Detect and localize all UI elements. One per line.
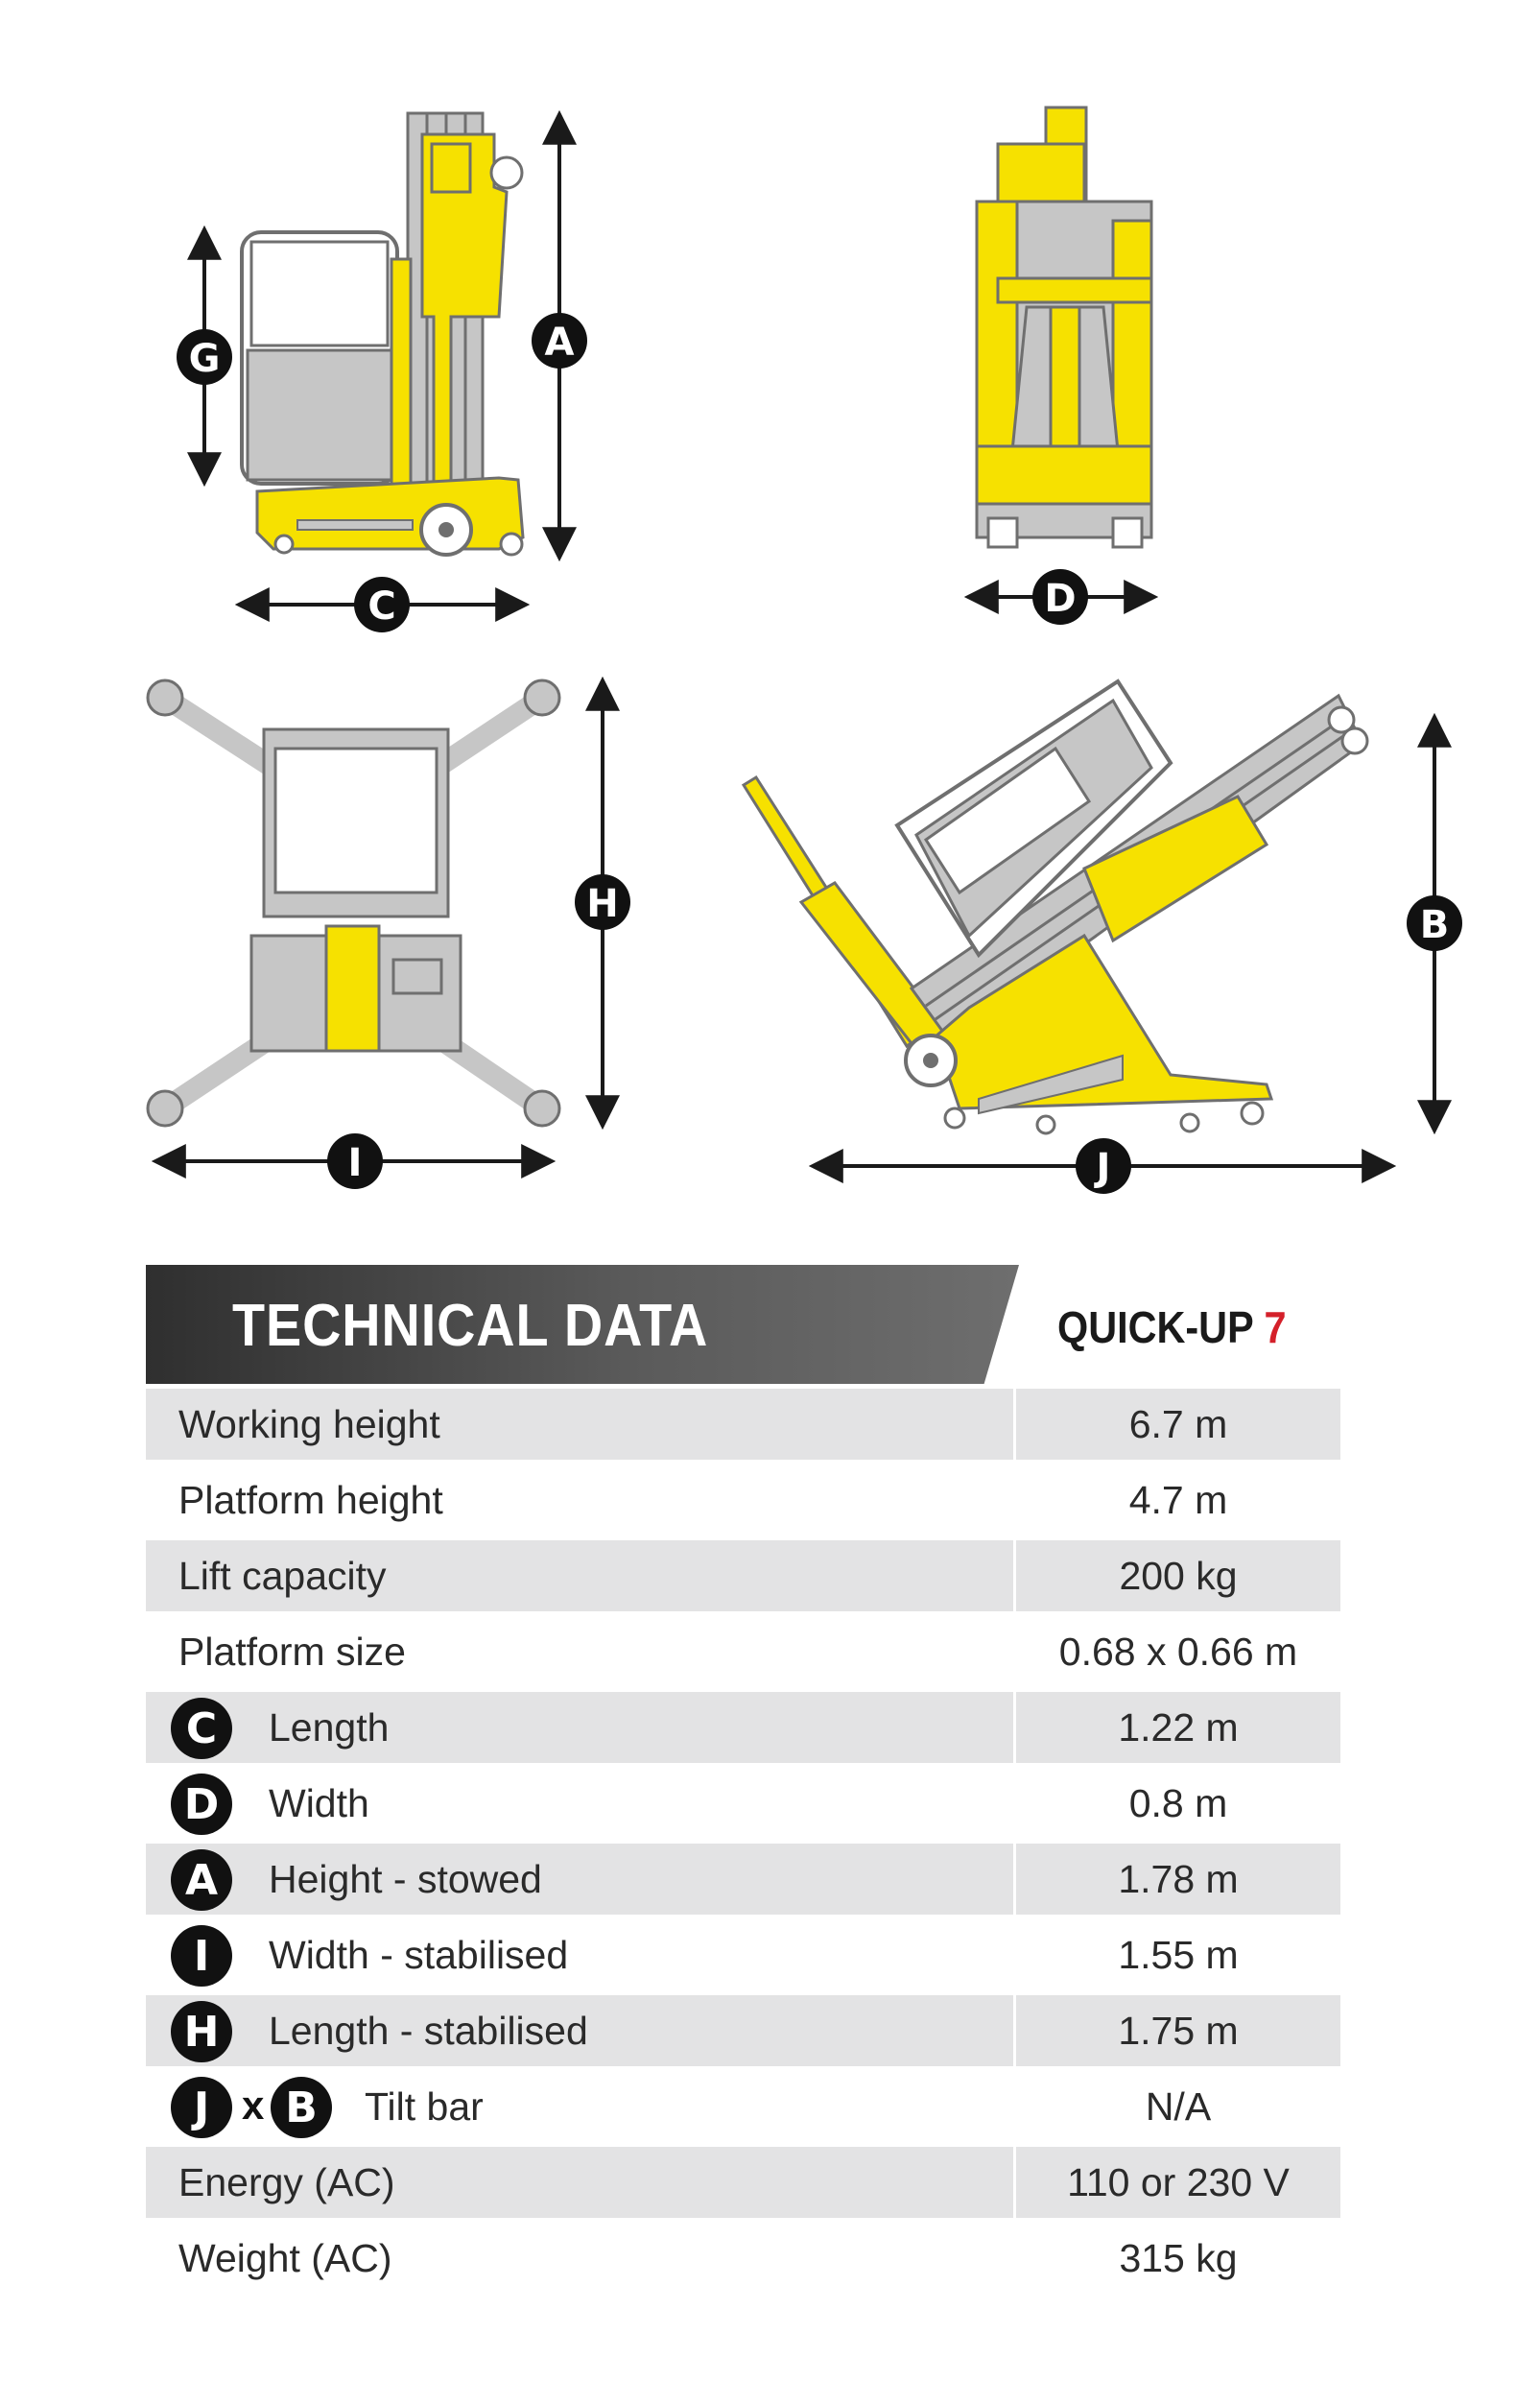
row-label: Weight (AC) — [178, 2236, 392, 2280]
row-label: Tilt bar — [365, 2084, 484, 2129]
dimension-label-h: H — [586, 882, 619, 926]
row-value: 1.75 m — [1016, 1995, 1340, 2066]
table-row — [146, 1464, 1340, 1536]
row-label: Length — [269, 1705, 390, 1750]
row-badge: J — [171, 2077, 232, 2138]
dimension-label-i: I — [347, 1141, 363, 1185]
row-badge: C — [171, 1698, 232, 1759]
table-header — [146, 1257, 1340, 1384]
row-value: 1.78 m — [1016, 1844, 1340, 1915]
dimension-label-j: J — [1096, 1146, 1111, 1190]
row-badge-separator: x — [242, 2083, 265, 2128]
row-label: Platform size — [178, 1630, 406, 1674]
row-badge-secondary: B — [271, 2077, 332, 2138]
row-value: 0.8 m — [1128, 1780, 1228, 1825]
table-row — [146, 1919, 1340, 1990]
model-name-text: QUICK-UP — [1057, 1302, 1253, 1352]
row-label: Platform height — [178, 1478, 443, 1522]
table-row — [146, 2147, 1340, 2218]
row-badge: A — [171, 1849, 232, 1911]
table-row — [146, 1995, 1340, 2066]
dimension-label-c: C — [367, 584, 396, 629]
row-value: 0.68 x 0.66 m — [1058, 1629, 1298, 1674]
table-row — [146, 1692, 1340, 1763]
row-value: 6.7 m — [1016, 1389, 1340, 1460]
table-row — [146, 2071, 1340, 2142]
row-value: 1.55 m — [1118, 1932, 1239, 1977]
row-label: Length - stabilised — [269, 2009, 588, 2053]
row-value: 315 kg — [1119, 2235, 1238, 2280]
row-value: 1.22 m — [1016, 1692, 1340, 1763]
tilted-view-diagram — [744, 681, 1462, 1194]
dimension-label-d: D — [1044, 577, 1077, 621]
table-row — [146, 1540, 1340, 1611]
table-row — [146, 1768, 1340, 1839]
table-row — [146, 1616, 1340, 1687]
row-badge: I — [171, 1925, 232, 1987]
dimension-label-g: G — [188, 337, 221, 381]
table-row — [146, 1389, 1340, 1460]
top-view-diagram — [148, 680, 630, 1189]
dimension-label-b: B — [1419, 903, 1450, 947]
model-name — [1057, 1301, 1286, 1353]
table-title: TECHNICAL DATA — [232, 1293, 709, 1359]
row-value: 4.7 m — [1128, 1477, 1228, 1522]
row-value: 200 kg — [1016, 1540, 1340, 1611]
row-label: Width — [269, 1781, 369, 1825]
row-badge: D — [171, 1774, 232, 1835]
row-label: Height - stowed — [269, 1857, 542, 1901]
row-label: Lift capacity — [178, 1554, 387, 1598]
table-row — [146, 2223, 1340, 2294]
row-badge: H — [171, 2001, 232, 2062]
dimension-label-a: A — [544, 321, 575, 365]
front-view-diagram — [971, 107, 1151, 625]
model-number: 7 — [1264, 1302, 1287, 1352]
row-label: Energy (AC) — [178, 2160, 395, 2204]
row-label: Working height — [178, 1402, 440, 1446]
table-row — [146, 1844, 1340, 1915]
row-value: 110 or 230 V — [1016, 2147, 1340, 2218]
row-value: N/A — [1145, 2083, 1212, 2129]
technical-data-table — [146, 1257, 1340, 2294]
row-label: Width - stabilised — [269, 1933, 569, 1977]
side-view-diagram — [177, 113, 587, 632]
